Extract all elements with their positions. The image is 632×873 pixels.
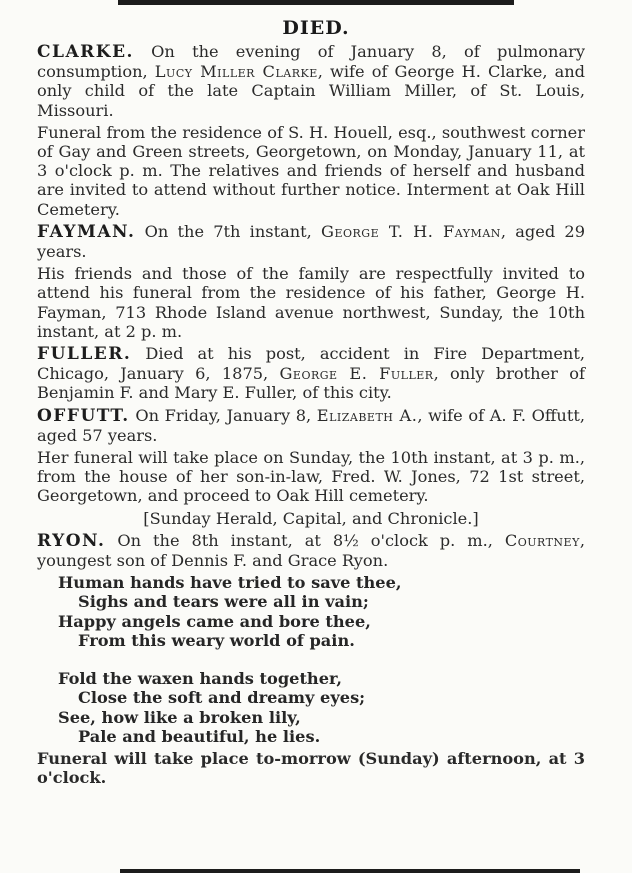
notice-name: OFFUTT. [37,405,130,426]
notice-rest: , wife of A. F. Offutt, aged 57 years. [37,405,586,445]
notice-name: FULLER. [37,344,132,365]
deceased-name: Elizabeth A. [316,405,418,425]
funeral-notice [37,264,585,341]
notice-name: CLARKE. [37,42,134,62]
bottom-column-rule [120,869,580,873]
poem-line: Human hands have tried to save thee, [58,573,402,593]
notice-fayman [37,222,585,261]
funeral-text: His friends and those of the family are respectfully invited to attend his funeral from the residence of his father, George H. Fayman, 713 Rhode Island avenue northwest, Sunday, the 10th instant, at 2 p. m. [37,264,585,341]
poem-line: Pale and beautiful, he lies. [78,726,321,746]
notice-offutt [37,406,585,445]
top-column-rule [118,0,514,5]
notice-name: FAYMAN. [37,221,136,242]
poem-line: From this weary world of pain. [78,630,355,650]
funeral-text: Her funeral will take place on Sunday, the 10th instant, at 3 p. m., from the house of her son-in-law, Fred. W. Jones, 72 1st street, Georgetown, and proceed to Oak Hill cemetery. [37,448,585,506]
notice-rest: , only brother of Benjamin F. and Mary E. Fuller, of this city. [37,364,585,403]
poem-line: Fold the waxen hands together, [58,669,342,689]
notice-intro: On Friday, January 8, [129,405,317,425]
obituary-column [37,42,585,790]
newspaper-credit: [Sunday Herald, Capital, and Chronicle.] [143,508,479,528]
section-heading: DIED. [282,17,350,39]
deceased-name: Lucy Miller Clarke [154,62,318,82]
notice-rest: , aged 29 years. [37,221,585,262]
notice-clarke [37,42,585,120]
notice-intro: Died at his post, accident in Fire Department, Chicago, January 6, 1875, [37,344,585,384]
notice-intro: On the 8th instant, at 8½ o'clock p. m., [105,530,505,550]
deceased-name: George E. Fuller [279,364,434,384]
notice-intro: On the evening of January 8, of pulmonary consumption, [37,42,585,82]
funeral-notice [37,749,585,787]
funeral-text: Funeral from the residence of S. H. Houell, esq., southwest corner of Gay and Green streets, Georgetown, on Monday, January 11, at 3 o'clock p. m. The relatives and friends of herself and husband are invited to attend without further notice. Interment at Oak Hill Cemetery. [37,122,585,219]
poem-line: Happy angels came and bore thee, [58,611,371,631]
notice-ryon [37,531,585,570]
deceased-name: George T. H. Fayman [321,221,501,241]
stanza-break [58,650,585,669]
notice-rest: , wife of George H. Clarke, and only child of the late Captain William Miller, of St. Louis, Missouri. [37,62,586,120]
notice-rest: , youngest son of Dennis F. and Grace Ryon. [37,530,585,571]
notice-intro: On the 7th instant, [135,221,322,241]
funeral-text: Funeral will take place to-morrow (Sunday) afternoon, at 3 o'clock. [37,748,585,788]
notice-name: RYON. [37,530,106,551]
memorial-poem [37,573,585,746]
deceased-name: Courtney [504,530,580,550]
poem-line: Close the soft and dreamy eyes; [78,688,366,708]
poem-line: Sighs and tears were all in vain; [78,592,369,612]
funeral-notice [37,448,585,506]
poem-line: See, how like a broken lily, [58,707,301,727]
notice-fuller [37,344,585,403]
funeral-notice [37,123,585,219]
